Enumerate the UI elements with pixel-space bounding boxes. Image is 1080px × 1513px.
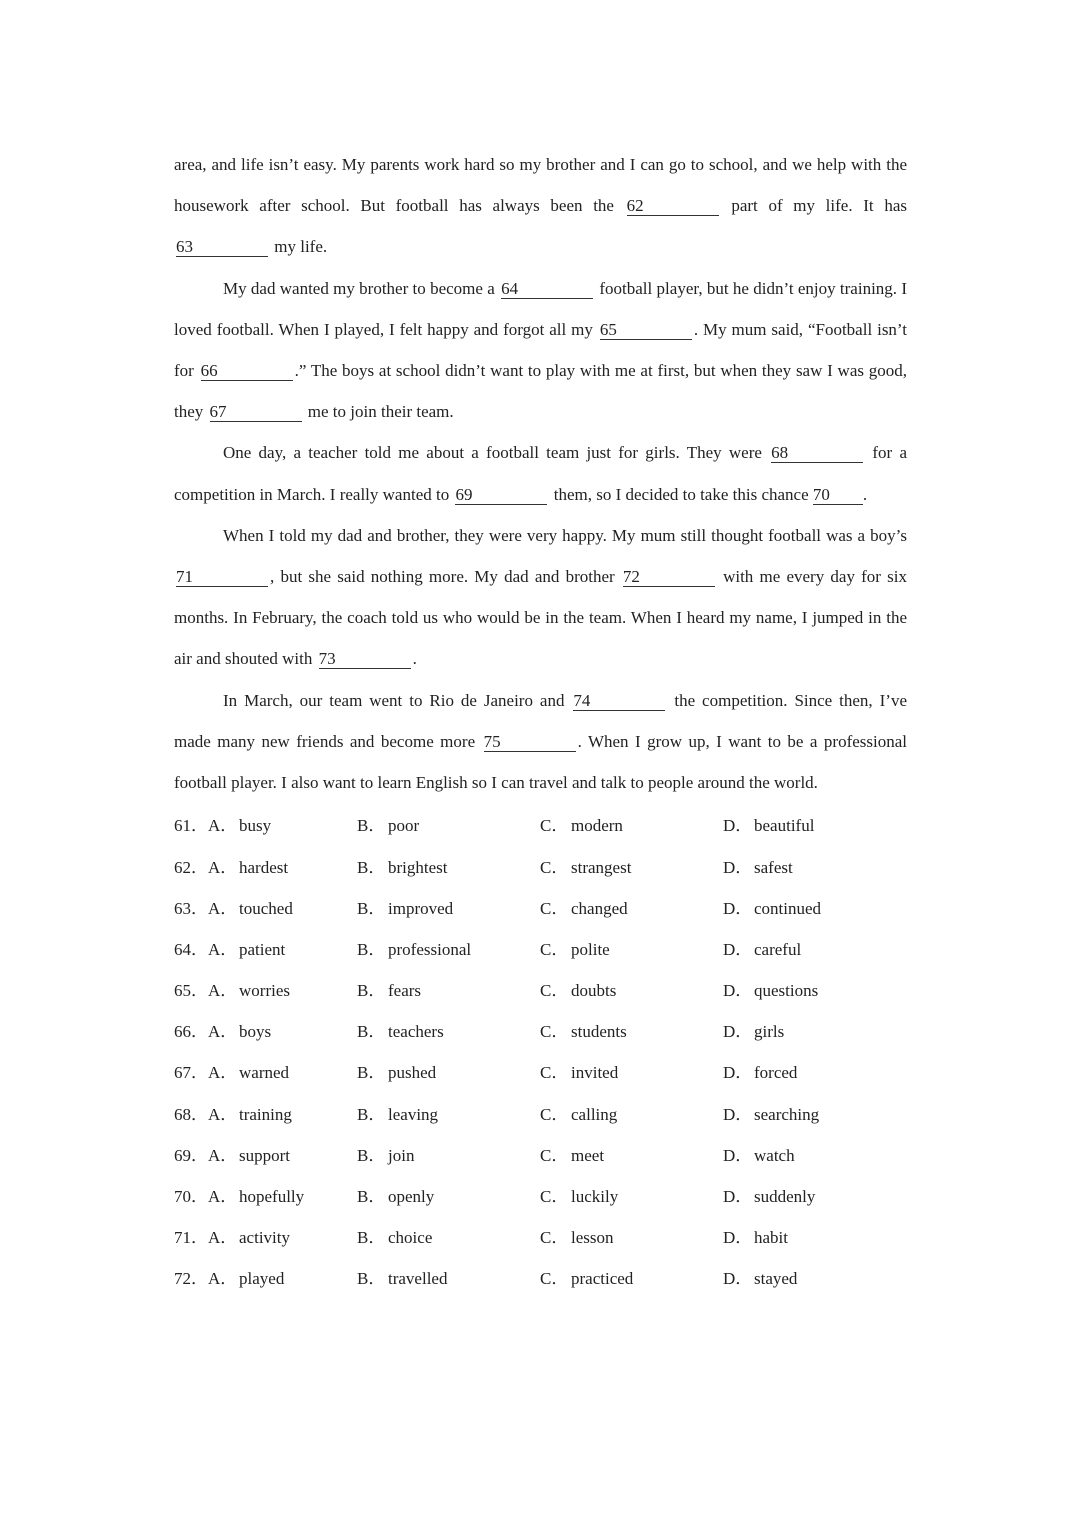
option-text: choice: [388, 1228, 433, 1248]
blank-74: 74: [573, 692, 665, 711]
option-text: suddenly: [754, 1187, 816, 1207]
option-b: [357, 1100, 540, 1125]
option-text: careful: [754, 939, 802, 959]
option-letter: B．: [357, 1063, 386, 1083]
question-number: 65．: [174, 981, 208, 1001]
option-a: [208, 1264, 357, 1289]
option-letter: C．: [540, 981, 569, 1001]
option-text: changed: [571, 898, 628, 918]
passage-text: My dad wanted my brother to become a: [223, 278, 500, 298]
option-text: busy: [239, 816, 272, 836]
blank-67: 67: [210, 403, 302, 422]
option-a: [208, 853, 357, 878]
option-text: continued: [754, 898, 822, 918]
option-letter: A．: [208, 898, 238, 918]
blank-64: 64: [501, 280, 593, 299]
question-number: 68．: [174, 1104, 208, 1124]
option-letter: C．: [540, 1145, 569, 1165]
option-text: modern: [571, 816, 623, 836]
option-letter: D．: [723, 1104, 753, 1124]
option-b: [357, 1017, 540, 1042]
passage-text: with me every day for six months. In February, the coach told us who would be in the team. When I heard my name, I jumped in the air and shouted with: [174, 567, 908, 669]
question-number: 71．: [174, 1228, 208, 1248]
option-text: students: [571, 1022, 627, 1042]
option-a: [208, 1223, 357, 1248]
blank-68: 68: [771, 444, 863, 463]
question-number: 67．: [174, 1063, 208, 1083]
option-text: habit: [754, 1228, 788, 1248]
option-letter: D．: [723, 1269, 753, 1289]
option-letter: A．: [208, 1104, 238, 1124]
passage-text: them, so I decided to take this chance: [549, 484, 813, 504]
blank-70: 70: [813, 486, 863, 505]
option-letter: B．: [357, 1187, 386, 1207]
option-text: fears: [388, 981, 422, 1001]
option-letter: A．: [208, 1269, 238, 1289]
option-c: [540, 811, 723, 836]
question-row: [174, 886, 907, 927]
option-text: patient: [239, 939, 286, 959]
option-letter: B．: [357, 981, 386, 1001]
option-text: safest: [754, 857, 793, 877]
option-c: [540, 1141, 723, 1166]
option-b: [357, 894, 540, 919]
option-a: [208, 1058, 357, 1083]
option-d: [723, 1141, 903, 1166]
option-letter: C．: [540, 816, 569, 836]
option-letter: B．: [357, 1022, 386, 1042]
option-letter: D．: [723, 898, 753, 918]
option-text: touched: [239, 898, 293, 918]
option-letter: A．: [208, 1228, 238, 1248]
option-letter: B．: [357, 939, 386, 959]
passage-text: .: [862, 484, 868, 504]
option-c: [540, 1182, 723, 1207]
question-row: [174, 803, 907, 844]
option-text: training: [239, 1104, 292, 1124]
option-letter: D．: [723, 1063, 753, 1083]
option-d: [723, 1017, 903, 1042]
question-row: [174, 1256, 907, 1297]
question-row: [174, 968, 907, 1009]
option-letter: C．: [540, 939, 569, 959]
passage-text: . When I grow up, I want to be a professional football player. I also want to learn English so I can travel and talk to people around the world.: [174, 731, 907, 793]
paragraph: [174, 432, 907, 514]
option-letter: B．: [357, 816, 386, 836]
option-text: strangest: [571, 857, 632, 877]
option-letter: B．: [357, 1145, 386, 1165]
option-b: [357, 1182, 540, 1207]
option-text: openly: [388, 1187, 435, 1207]
question-row: [174, 1133, 907, 1174]
option-letter: B．: [357, 857, 386, 877]
paragraph: [174, 144, 907, 268]
option-text: brightest: [388, 857, 448, 877]
option-d: [723, 1182, 903, 1207]
passage-text: , but she said nothing more. My dad and brother: [270, 567, 621, 587]
option-text: improved: [388, 898, 454, 918]
option-a: [208, 1017, 357, 1042]
option-letter: C．: [540, 1104, 569, 1124]
blank-69: 69: [455, 486, 547, 505]
option-text: travelled: [388, 1269, 448, 1289]
option-letter: C．: [540, 857, 569, 877]
option-text: pushed: [388, 1063, 437, 1083]
passage-text: .: [412, 649, 417, 669]
option-letter: C．: [540, 898, 569, 918]
option-c: [540, 976, 723, 1001]
option-a: [208, 976, 357, 1001]
option-text: doubts: [571, 981, 617, 1001]
question-row: [174, 1009, 907, 1050]
option-letter: D．: [723, 939, 753, 959]
passage-text: my life.: [270, 237, 328, 257]
option-text: meet: [571, 1145, 605, 1165]
option-text: stayed: [754, 1269, 798, 1289]
option-letter: B．: [357, 1228, 386, 1248]
passage-text: In March, our team went to Rio de Janeiro and: [223, 690, 572, 710]
option-text: watch: [754, 1145, 795, 1165]
question-row: [174, 1092, 907, 1133]
blank-63: 63: [176, 238, 268, 257]
option-letter: D．: [723, 1187, 753, 1207]
option-text: searching: [754, 1104, 820, 1124]
option-text: lesson: [571, 1228, 614, 1248]
option-letter: C．: [540, 1228, 569, 1248]
option-d: [723, 894, 903, 919]
option-letter: A．: [208, 1187, 238, 1207]
option-letter: A．: [208, 816, 238, 836]
question-number: 63．: [174, 898, 208, 918]
option-letter: D．: [723, 1022, 753, 1042]
blank-72: 72: [623, 568, 715, 587]
option-letter: C．: [540, 1022, 569, 1042]
option-text: teachers: [388, 1022, 444, 1042]
option-text: support: [239, 1145, 290, 1165]
question-number: 61．: [174, 816, 208, 836]
options-list: [174, 803, 907, 1297]
option-c: [540, 935, 723, 960]
option-c: [540, 1264, 723, 1289]
option-text: join: [388, 1145, 415, 1165]
question-row: [174, 1215, 907, 1256]
option-d: [723, 853, 903, 878]
passage-text: One day, a teacher told me about a football team just for girls. They were: [223, 443, 770, 463]
option-letter: A．: [208, 1063, 238, 1083]
option-letter: D．: [723, 857, 753, 877]
document-page: [174, 144, 907, 1298]
option-text: hardest: [239, 857, 289, 877]
option-a: [208, 894, 357, 919]
option-text: professional: [388, 939, 472, 959]
passage-text: the competition. Since then, I’ve made many new friends and become more: [174, 690, 907, 751]
question-row: [174, 1050, 907, 1091]
option-b: [357, 976, 540, 1001]
option-d: [723, 976, 903, 1001]
question-number: 62．: [174, 857, 208, 877]
question-row: [174, 927, 907, 968]
blank-71: 71: [176, 568, 268, 587]
option-letter: A．: [208, 1022, 238, 1042]
option-a: [208, 1182, 357, 1207]
option-text: forced: [754, 1063, 798, 1083]
passage: [174, 144, 907, 803]
blank-75: 75: [484, 733, 576, 752]
passage-text: me to join their team.: [303, 402, 454, 422]
option-a: [208, 935, 357, 960]
option-text: questions: [754, 981, 819, 1001]
passage-text: for a competition in March. I really wanted to: [174, 443, 908, 504]
option-c: [540, 1017, 723, 1042]
option-a: [208, 811, 357, 836]
option-text: girls: [754, 1022, 785, 1042]
option-text: leaving: [388, 1104, 439, 1124]
blank-66: 66: [201, 362, 293, 381]
option-letter: D．: [723, 1228, 753, 1248]
question-row: [174, 844, 907, 885]
option-letter: C．: [540, 1063, 569, 1083]
option-d: [723, 811, 903, 836]
question-number: 70．: [174, 1187, 208, 1207]
option-letter: D．: [723, 981, 753, 1001]
option-text: played: [239, 1269, 285, 1289]
option-letter: B．: [357, 1104, 386, 1124]
option-d: [723, 1223, 903, 1248]
option-c: [540, 1058, 723, 1083]
option-b: [357, 853, 540, 878]
option-text: calling: [571, 1104, 618, 1124]
passage-text: .” The boys at school didn’t want to play with me at first, but when they saw I was good, they: [174, 361, 907, 422]
blank-65: 65: [600, 321, 692, 340]
option-a: [208, 1100, 357, 1125]
paragraph: [174, 680, 907, 804]
option-a: [208, 1141, 357, 1166]
option-text: polite: [571, 939, 610, 959]
option-c: [540, 1223, 723, 1248]
option-text: practiced: [571, 1269, 634, 1289]
option-letter: A．: [208, 981, 238, 1001]
option-letter: D．: [723, 816, 753, 836]
option-text: poor: [388, 816, 420, 836]
option-c: [540, 894, 723, 919]
option-text: boys: [239, 1022, 272, 1042]
option-letter: D．: [723, 1145, 753, 1165]
option-b: [357, 1223, 540, 1248]
question-number: 72．: [174, 1269, 208, 1289]
option-b: [357, 1058, 540, 1083]
paragraph: [174, 515, 907, 680]
option-letter: A．: [208, 939, 238, 959]
option-text: hopefully: [239, 1187, 305, 1207]
question-row: [174, 1174, 907, 1215]
option-c: [540, 853, 723, 878]
option-letter: B．: [357, 1269, 386, 1289]
option-letter: C．: [540, 1269, 569, 1289]
option-b: [357, 1264, 540, 1289]
option-text: activity: [239, 1228, 290, 1248]
option-letter: B．: [357, 898, 386, 918]
passage-text: . My mum said, “Football isn’t for: [174, 319, 908, 381]
option-text: warned: [239, 1063, 290, 1083]
option-d: [723, 1264, 903, 1289]
option-b: [357, 811, 540, 836]
option-letter: A．: [208, 1145, 238, 1165]
option-c: [540, 1100, 723, 1125]
option-d: [723, 1100, 903, 1125]
question-number: 66．: [174, 1022, 208, 1042]
passage-text: part of my life. It has: [720, 196, 907, 216]
blank-73: 73: [319, 650, 411, 669]
question-number: 69．: [174, 1145, 208, 1165]
option-d: [723, 1058, 903, 1083]
option-d: [723, 935, 903, 960]
passage-text: area, and life isn’t easy. My parents work hard so my brother and I can go to school, and we help with the housework after school. But football has always been the: [174, 155, 907, 216]
passage-text: football player, but he didn’t enjoy training. I loved football. When I played, I felt happy and forgot all my: [174, 278, 907, 339]
question-number: 64．: [174, 939, 208, 959]
blank-62: 62: [627, 197, 719, 216]
option-text: luckily: [571, 1187, 619, 1207]
option-text: invited: [571, 1063, 619, 1083]
passage-text: When I told my dad and brother, they were very happy. My mum still thought football was a boy’s: [223, 525, 907, 545]
option-text: beautiful: [754, 816, 815, 836]
option-letter: C．: [540, 1187, 569, 1207]
option-text: worries: [239, 981, 290, 1001]
option-b: [357, 1141, 540, 1166]
paragraph: [174, 268, 907, 433]
option-b: [357, 935, 540, 960]
option-letter: A．: [208, 857, 238, 877]
